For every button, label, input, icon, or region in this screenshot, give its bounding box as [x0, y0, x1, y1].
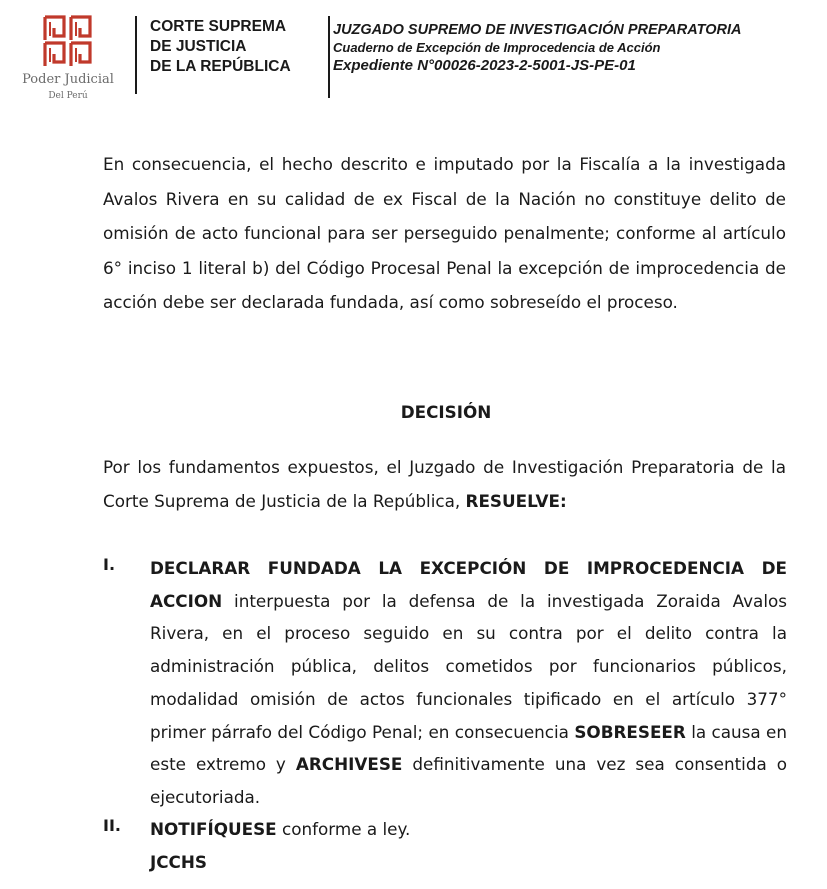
resolution-item-1 [150, 552, 787, 814]
cuaderno-title: Cuaderno de Excepción de Improcedencia de Acción [333, 40, 661, 55]
signature-initials: JCCHS [150, 852, 208, 872]
case-header [333, 21, 741, 75]
consequence-paragraph: En consecuencia, el hecho descrito e imputado por la Fiscalía a la investigada Avalos Rivera en su calidad de ex Fiscal de la Nación no constituye delito de omisión de acto funcional para ser perseguido penalmente; conforme al artículo 6° inciso 1 literal b) del Código Procesal Penal la excepción de improcedencia de acción debe ser declarada fundada, así como sobreseído el proceso. [103, 154, 786, 313]
court-name [150, 17, 291, 77]
item-text: conforme a ley. [281, 819, 411, 839]
resolution-item-2 [150, 813, 787, 846]
decision-text: Por los fundamentos expuestos, el Juzgado de Investigación Preparatoria de la Corte Suprema de Justicia de la República, [103, 457, 786, 511]
item-text: definitivamente una vez sea consentida o ejecutoriada. [150, 754, 787, 807]
item-lead: DECLARAR FUNDADA LA EXCEPCIÓN DE IMPROCEDENCIA DE ACCION [150, 558, 787, 611]
header-divider [328, 16, 330, 98]
item-bold: ARCHIVESE [295, 754, 403, 775]
header-divider [135, 16, 137, 94]
item-number: II. [103, 816, 121, 835]
item-lead: NOTIFÍQUESE [150, 819, 277, 839]
item-bold: SOBRESEER [574, 721, 686, 742]
logo-line2: Del Perú [48, 91, 88, 101]
juzgado-title: JUZGADO SUPREMO DE INVESTIGACIÓN PREPARATORIA [333, 22, 742, 38]
resuelve-label: RESUELVE: [465, 491, 567, 511]
section-title: DECISIÓN [400, 402, 492, 422]
poder-judicial-logo [14, 14, 122, 104]
poder-judicial-emblem-icon [42, 14, 94, 68]
decision-paragraph [103, 450, 786, 518]
court-line: CORTE SUPREMA [150, 18, 287, 35]
logo-line1: Poder Judicial [22, 72, 114, 87]
court-line: DE LA REPÚBLICA [150, 58, 291, 75]
item-text: la causa en este extremo y [150, 721, 787, 775]
court-line: DE JUSTICIA [150, 38, 247, 55]
item-number: I. [103, 555, 116, 574]
expediente-number: Expediente N°00026-2023-2-5001-JS-PE-01 [333, 57, 636, 74]
item-text: interpuesta por la defensa de la investigada Zoraida Avalos Rivera, en el proceso seguido en su contra por el delito contra la administración pública, delitos cometidos por funcionarios públicos, modalidad omisión de actos funcionales tipificado en el artículo 377° primer párrafo del Código Penal; en consecuencia [150, 590, 787, 742]
